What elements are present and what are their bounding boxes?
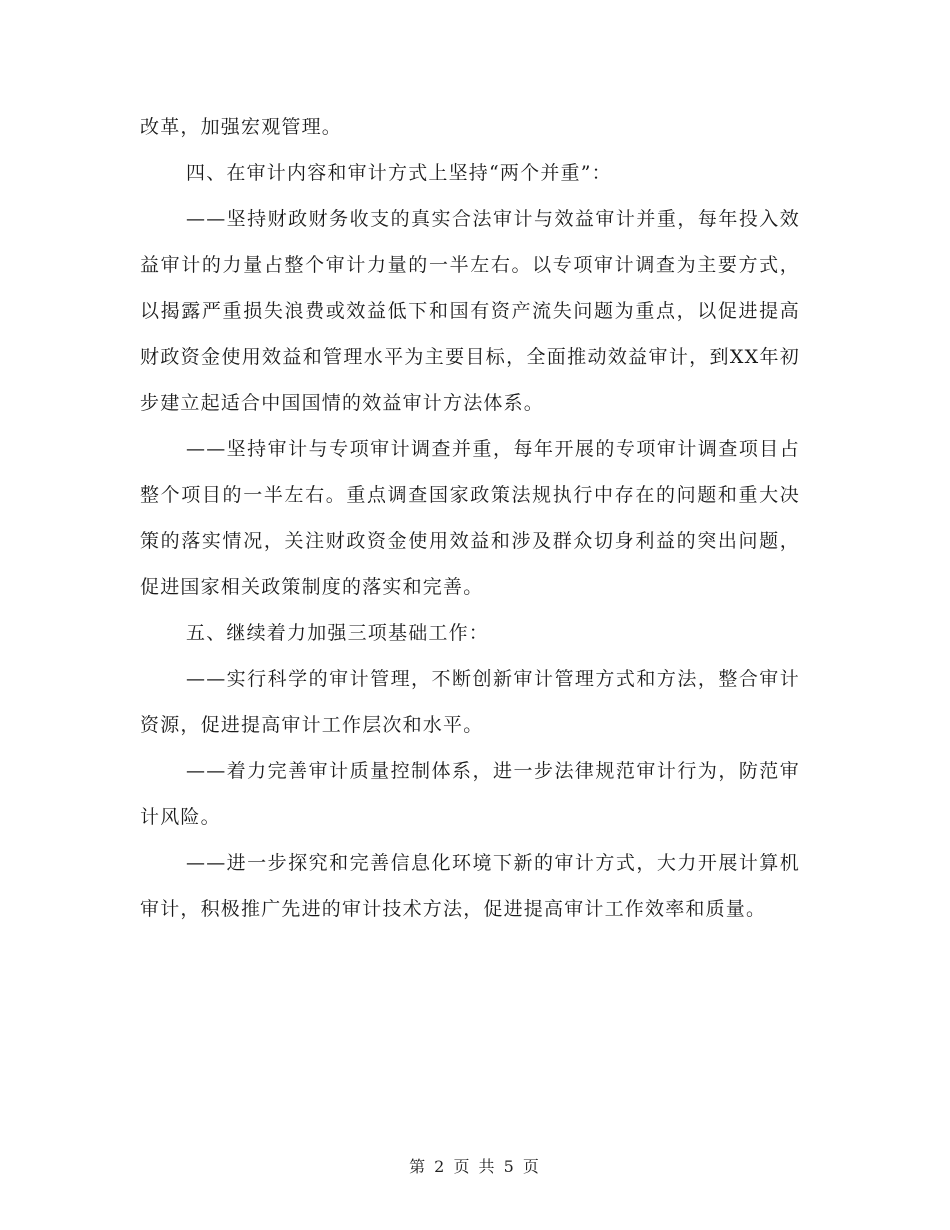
document-body <box>140 104 800 932</box>
paragraph: ——坚持审计与专项审计调查并重，每年开展的专项审计调查项目占整个项目的一半左右。重点调查国家政策法规执行中存在的问题和重大决策的落实情况，关注财政资金使用效益和涉及群众切身利益的突出问题，促进国家相关政策制度的落实和完善。 <box>140 438 800 598</box>
paragraph: ——进一步探究和完善信息化环境下新的审计方式，大力开展计算机审计，积极推广先进的审计技术方法，促进提高审计工作效率和质量。 <box>140 852 800 920</box>
section-heading-four: 四、在审计内容和审计方式上坚持“两个并重”： <box>186 162 612 184</box>
section-heading-five: 五、继续着力加强三项基础工作： <box>186 622 490 644</box>
paragraph: ——实行科学的审计管理，不断创新审计管理方式和方法，整合审计资源，促进提高审计工作层次和水平。 <box>140 668 800 736</box>
paragraph: 改革，加强宏观管理。 <box>140 116 343 138</box>
paragraph: ——着力完善审计质量控制体系，进一步法律规范审计行为，防范审计风险。 <box>140 760 800 828</box>
page-number-footer: 第 2 页 共 5 页 <box>409 1157 541 1176</box>
paragraph: ——坚持财政财务收支的真实合法审计与效益审计并重，每年投入效益审计的力量占整个审计力量的一半左右。以专项审计调查为主要方式，以揭露严重损失浪费或效益低下和国有资产流失问题为重点，以促进提高财政资金使用效益和管理水平为主要目标，全面推动效益审计，到XX年初步建立起适合中国国情的效益审计方法体系。 <box>140 208 800 414</box>
